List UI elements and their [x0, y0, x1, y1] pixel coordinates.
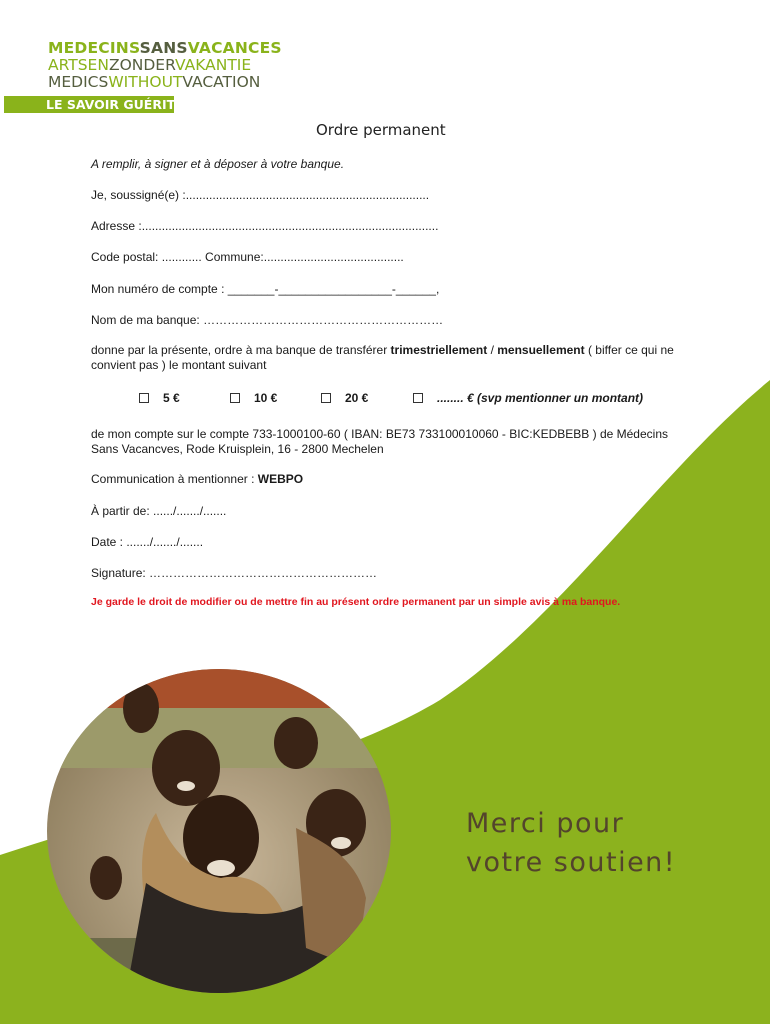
postal-code-commune-field[interactable]: Code postal: ............ Commune:..........................................	[91, 250, 404, 264]
amount-option-20[interactable]: 20 €	[321, 391, 368, 405]
checkbox-icon[interactable]	[230, 393, 240, 403]
signature-field[interactable]: Signature: …………………………………………………	[91, 566, 378, 580]
logo-tagline-bar	[4, 96, 174, 113]
logo-line-2: ARTSENZONDERVAKANTIE	[48, 56, 252, 74]
page-title: Ordre permanent	[316, 121, 446, 139]
logo-line-3: MEDICSWITHOUTVACATION	[48, 73, 261, 91]
communication-value: WEBPO	[257, 472, 304, 486]
start-date-field[interactable]: À partir de: ....../......./.......	[91, 504, 227, 518]
option-mensuellement[interactable]: mensuellement	[497, 343, 585, 357]
checkbox-icon[interactable]	[139, 393, 149, 403]
amount-option-custom[interactable]: ........ € (svp mentionner un montant)	[413, 391, 643, 405]
logo-line-1: MEDECINSSANSVACANCES	[48, 39, 282, 57]
checkbox-icon[interactable]	[413, 393, 423, 403]
checkbox-icon[interactable]	[321, 393, 331, 403]
instructions-text: A remplir, à signer et à déposer à votre banque.	[91, 157, 345, 171]
amount-option-5[interactable]: 5 €	[139, 391, 180, 405]
thank-you-line-1: Merci pour	[466, 808, 625, 839]
address-field[interactable]: Adresse :.........................................................................................	[91, 219, 439, 233]
organization-logo	[4, 38, 282, 116]
date-field[interactable]: Date : ......./......./.......	[91, 535, 204, 549]
logo-tagline: LE SAVOIR GUÉRIT	[46, 97, 176, 112]
soussigne-field[interactable]: Je, soussigné(e) :.........................................................................	[91, 188, 430, 202]
communication-line: Communication à mentionner : WEBPO	[91, 472, 304, 486]
account-number-field[interactable]: Mon numéro de compte : _______-_________________-______,	[91, 282, 440, 296]
children-photo	[46, 668, 392, 994]
order-text: donne par la présente, ordre à ma banque de transférer trimestriellement / mensuellement ( biffer ce qui ne convient pas ) le montant suivant	[91, 343, 674, 372]
bank-name-field[interactable]: Nom de ma banque: ……………………………………………………	[91, 313, 444, 327]
option-trimestriellement[interactable]: trimestriellement	[390, 343, 488, 357]
warning-notice: Je garde le droit de modifier ou de mettre fin au présent ordre permanent par un simple avis à ma banque.	[91, 596, 621, 608]
amount-option-10[interactable]: 10 €	[230, 391, 277, 405]
thank-you-message	[466, 804, 676, 882]
thank-you-line-2: votre soutien!	[466, 847, 677, 878]
account-text: de mon compte sur le compte 733-1000100-60 ( IBAN: BE73 733100010060 - BIC:KEDBEBB ) de Médecins Sans Vacancves, Rode Kruisplein, 16 - 2800 Mechelen	[91, 427, 668, 456]
